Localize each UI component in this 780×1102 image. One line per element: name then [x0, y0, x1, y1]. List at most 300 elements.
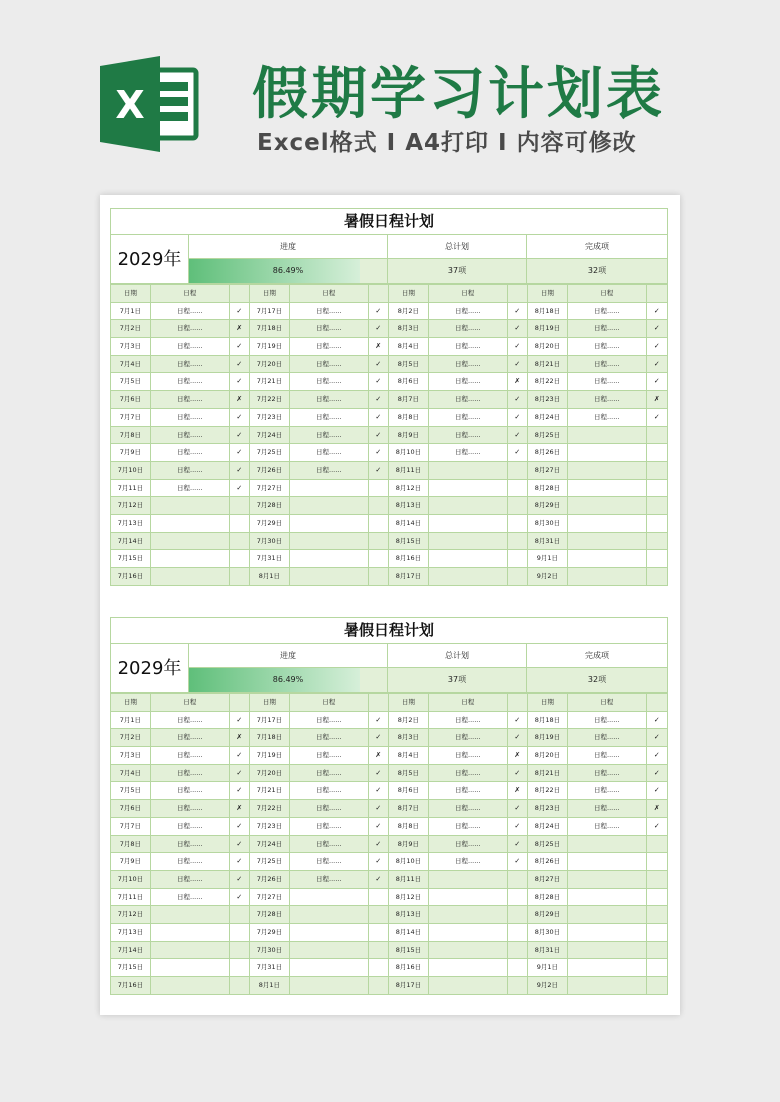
task-cell[interactable]: [568, 905, 647, 923]
status-mark-cell[interactable]: [647, 532, 667, 550]
task-cell[interactable]: 日程......: [290, 372, 369, 390]
status-mark-cell[interactable]: ✓: [369, 781, 389, 799]
status-mark-cell[interactable]: ✓: [369, 711, 389, 729]
status-mark-cell[interactable]: [647, 852, 667, 870]
date-cell[interactable]: 8月19日: [528, 319, 568, 337]
date-cell[interactable]: 7月24日: [250, 426, 290, 444]
date-cell[interactable]: 7月18日: [250, 319, 290, 337]
date-cell[interactable]: 8月3日: [389, 319, 429, 337]
task-cell[interactable]: 日程......: [290, 711, 369, 729]
status-mark-cell[interactable]: ✓: [647, 711, 667, 729]
status-mark-cell[interactable]: ✓: [230, 408, 250, 426]
task-cell[interactable]: [429, 958, 508, 976]
date-cell[interactable]: 8月16日: [389, 958, 429, 976]
date-cell[interactable]: 8月14日: [389, 923, 429, 941]
date-cell[interactable]: 7月20日: [250, 764, 290, 782]
status-mark-cell[interactable]: [508, 941, 528, 959]
date-cell[interactable]: 9月1日: [528, 958, 568, 976]
task-cell[interactable]: [568, 941, 647, 959]
task-cell[interactable]: 日程......: [290, 728, 369, 746]
status-mark-cell[interactable]: [647, 870, 667, 888]
status-mark-cell[interactable]: [369, 905, 389, 923]
date-cell[interactable]: 8月20日: [528, 746, 568, 764]
date-cell[interactable]: 9月2日: [528, 567, 568, 585]
task-cell[interactable]: 日程......: [429, 781, 508, 799]
date-cell[interactable]: 8月11日: [389, 461, 429, 479]
date-cell[interactable]: 7月12日: [111, 905, 151, 923]
year-cell[interactable]: 2029年: [111, 235, 189, 283]
task-cell[interactable]: 日程......: [151, 764, 230, 782]
date-cell[interactable]: 8月10日: [389, 443, 429, 461]
date-cell[interactable]: 7月29日: [250, 923, 290, 941]
task-cell[interactable]: [429, 567, 508, 585]
status-mark-cell[interactable]: [647, 443, 667, 461]
status-mark-cell[interactable]: [647, 976, 667, 994]
task-cell[interactable]: 日程......: [151, 781, 230, 799]
date-cell[interactable]: 7月10日: [111, 870, 151, 888]
date-cell[interactable]: 8月23日: [528, 390, 568, 408]
date-cell[interactable]: 7月28日: [250, 905, 290, 923]
task-cell[interactable]: 日程......: [429, 799, 508, 817]
status-mark-cell[interactable]: ✗: [230, 319, 250, 337]
date-cell[interactable]: 8月2日: [389, 302, 429, 320]
status-mark-cell[interactable]: ✗: [230, 728, 250, 746]
task-cell[interactable]: 日程......: [151, 443, 230, 461]
date-cell[interactable]: 7月30日: [250, 532, 290, 550]
status-mark-cell[interactable]: ✓: [508, 337, 528, 355]
status-mark-cell[interactable]: ✓: [508, 443, 528, 461]
task-cell[interactable]: [429, 870, 508, 888]
task-cell[interactable]: 日程......: [151, 870, 230, 888]
date-cell[interactable]: 7月30日: [250, 941, 290, 959]
done-value[interactable]: 32项: [527, 668, 667, 692]
date-cell[interactable]: 7月9日: [111, 852, 151, 870]
task-cell[interactable]: 日程......: [151, 711, 230, 729]
status-mark-cell[interactable]: ✓: [647, 817, 667, 835]
task-cell[interactable]: [290, 479, 369, 497]
task-cell[interactable]: 日程......: [568, 817, 647, 835]
date-cell[interactable]: 7月29日: [250, 514, 290, 532]
status-mark-cell[interactable]: [369, 941, 389, 959]
status-mark-cell[interactable]: ✓: [230, 355, 250, 373]
date-cell[interactable]: 7月16日: [111, 567, 151, 585]
date-cell[interactable]: 7月20日: [250, 355, 290, 373]
task-cell[interactable]: 日程......: [568, 408, 647, 426]
date-cell[interactable]: 8月30日: [528, 514, 568, 532]
task-cell[interactable]: 日程......: [429, 746, 508, 764]
status-mark-cell[interactable]: ✗: [508, 746, 528, 764]
date-cell[interactable]: 7月7日: [111, 817, 151, 835]
status-mark-cell[interactable]: ✓: [647, 302, 667, 320]
date-cell[interactable]: 7月9日: [111, 443, 151, 461]
date-cell[interactable]: 7月11日: [111, 888, 151, 906]
date-cell[interactable]: 7月11日: [111, 479, 151, 497]
status-mark-cell[interactable]: [230, 905, 250, 923]
date-cell[interactable]: 8月6日: [389, 781, 429, 799]
date-cell[interactable]: 7月27日: [250, 479, 290, 497]
status-mark-cell[interactable]: [647, 958, 667, 976]
task-cell[interactable]: 日程......: [429, 728, 508, 746]
status-mark-cell[interactable]: ✗: [230, 799, 250, 817]
status-mark-cell[interactable]: ✓: [508, 408, 528, 426]
status-mark-cell[interactable]: ✓: [369, 461, 389, 479]
date-cell[interactable]: 8月28日: [528, 888, 568, 906]
task-cell[interactable]: [151, 923, 230, 941]
status-mark-cell[interactable]: [369, 549, 389, 567]
total-value[interactable]: 37项: [388, 668, 526, 692]
date-cell[interactable]: 7月5日: [111, 372, 151, 390]
status-mark-cell[interactable]: [647, 923, 667, 941]
total-value[interactable]: 37项: [388, 259, 526, 283]
date-cell[interactable]: 8月16日: [389, 549, 429, 567]
status-mark-cell[interactable]: [647, 835, 667, 853]
date-cell[interactable]: 8月13日: [389, 496, 429, 514]
task-cell[interactable]: 日程......: [290, 852, 369, 870]
date-cell[interactable]: 8月21日: [528, 764, 568, 782]
date-cell[interactable]: 7月25日: [250, 443, 290, 461]
task-cell[interactable]: [568, 870, 647, 888]
status-mark-cell[interactable]: [369, 496, 389, 514]
task-cell[interactable]: 日程......: [568, 337, 647, 355]
status-mark-cell[interactable]: [230, 514, 250, 532]
status-mark-cell[interactable]: [508, 514, 528, 532]
date-cell[interactable]: 8月8日: [389, 817, 429, 835]
status-mark-cell[interactable]: [230, 532, 250, 550]
task-cell[interactable]: [290, 888, 369, 906]
task-cell[interactable]: [568, 479, 647, 497]
status-mark-cell[interactable]: ✓: [508, 390, 528, 408]
status-mark-cell[interactable]: [369, 514, 389, 532]
status-mark-cell[interactable]: ✓: [230, 337, 250, 355]
status-mark-cell[interactable]: [508, 496, 528, 514]
task-cell[interactable]: 日程......: [568, 355, 647, 373]
task-cell[interactable]: 日程......: [429, 852, 508, 870]
status-mark-cell[interactable]: ✓: [508, 355, 528, 373]
date-cell[interactable]: 8月28日: [528, 479, 568, 497]
task-cell[interactable]: 日程......: [151, 835, 230, 853]
status-mark-cell[interactable]: ✓: [230, 781, 250, 799]
status-mark-cell[interactable]: [508, 532, 528, 550]
date-cell[interactable]: 7月17日: [250, 302, 290, 320]
status-mark-cell[interactable]: [369, 923, 389, 941]
task-cell[interactable]: [568, 443, 647, 461]
task-cell[interactable]: 日程......: [151, 302, 230, 320]
status-mark-cell[interactable]: [647, 426, 667, 444]
task-cell[interactable]: [151, 567, 230, 585]
date-cell[interactable]: 8月17日: [389, 976, 429, 994]
task-cell[interactable]: 日程......: [151, 372, 230, 390]
status-mark-cell[interactable]: ✓: [230, 479, 250, 497]
task-cell[interactable]: 日程......: [290, 781, 369, 799]
date-cell[interactable]: 8月9日: [389, 426, 429, 444]
status-mark-cell[interactable]: ✗: [508, 781, 528, 799]
task-cell[interactable]: [568, 958, 647, 976]
date-cell[interactable]: 7月13日: [111, 923, 151, 941]
status-mark-cell[interactable]: ✓: [230, 764, 250, 782]
date-cell[interactable]: 8月27日: [528, 870, 568, 888]
task-cell[interactable]: [568, 835, 647, 853]
date-cell[interactable]: 8月5日: [389, 764, 429, 782]
task-cell[interactable]: 日程......: [151, 728, 230, 746]
task-cell[interactable]: [568, 852, 647, 870]
task-cell[interactable]: 日程......: [568, 764, 647, 782]
status-mark-cell[interactable]: [508, 567, 528, 585]
status-mark-cell[interactable]: ✓: [369, 443, 389, 461]
status-mark-cell[interactable]: ✓: [369, 852, 389, 870]
date-cell[interactable]: 8月3日: [389, 728, 429, 746]
status-mark-cell[interactable]: [508, 479, 528, 497]
date-cell[interactable]: 8月13日: [389, 905, 429, 923]
date-cell[interactable]: 8月20日: [528, 337, 568, 355]
date-cell[interactable]: 7月4日: [111, 764, 151, 782]
task-cell[interactable]: 日程......: [151, 390, 230, 408]
status-mark-cell[interactable]: [230, 923, 250, 941]
date-cell[interactable]: 7月4日: [111, 355, 151, 373]
date-cell[interactable]: 7月26日: [250, 461, 290, 479]
task-cell[interactable]: [429, 496, 508, 514]
status-mark-cell[interactable]: ✓: [508, 799, 528, 817]
task-cell[interactable]: [290, 905, 369, 923]
date-cell[interactable]: 8月26日: [528, 852, 568, 870]
date-cell[interactable]: 8月18日: [528, 302, 568, 320]
date-cell[interactable]: 8月21日: [528, 355, 568, 373]
task-cell[interactable]: 日程......: [290, 319, 369, 337]
date-cell[interactable]: 7月25日: [250, 852, 290, 870]
date-cell[interactable]: 7月28日: [250, 496, 290, 514]
date-cell[interactable]: 7月12日: [111, 496, 151, 514]
status-mark-cell[interactable]: ✓: [508, 302, 528, 320]
task-cell[interactable]: 日程......: [151, 426, 230, 444]
task-cell[interactable]: 日程......: [290, 337, 369, 355]
task-cell[interactable]: 日程......: [429, 372, 508, 390]
status-mark-cell[interactable]: ✓: [369, 319, 389, 337]
task-cell[interactable]: [568, 461, 647, 479]
date-cell[interactable]: 7月21日: [250, 781, 290, 799]
status-mark-cell[interactable]: [508, 549, 528, 567]
task-cell[interactable]: [568, 496, 647, 514]
task-cell[interactable]: 日程......: [429, 835, 508, 853]
task-cell[interactable]: 日程......: [429, 764, 508, 782]
date-cell[interactable]: 7月15日: [111, 549, 151, 567]
date-cell[interactable]: 7月7日: [111, 408, 151, 426]
status-mark-cell[interactable]: [369, 567, 389, 585]
date-cell[interactable]: 8月27日: [528, 461, 568, 479]
status-mark-cell[interactable]: [647, 888, 667, 906]
task-cell[interactable]: 日程......: [429, 711, 508, 729]
status-mark-cell[interactable]: ✓: [369, 302, 389, 320]
date-cell[interactable]: 8月7日: [389, 799, 429, 817]
date-cell[interactable]: 8月15日: [389, 532, 429, 550]
status-mark-cell[interactable]: [508, 905, 528, 923]
date-cell[interactable]: 8月5日: [389, 355, 429, 373]
status-mark-cell[interactable]: ✓: [647, 408, 667, 426]
status-mark-cell[interactable]: ✓: [230, 817, 250, 835]
task-cell[interactable]: 日程......: [429, 319, 508, 337]
status-mark-cell[interactable]: [369, 479, 389, 497]
task-cell[interactable]: 日程......: [290, 426, 369, 444]
task-cell[interactable]: [568, 514, 647, 532]
status-mark-cell[interactable]: [230, 567, 250, 585]
task-cell[interactable]: [429, 923, 508, 941]
date-cell[interactable]: 8月4日: [389, 746, 429, 764]
status-mark-cell[interactable]: [369, 958, 389, 976]
status-mark-cell[interactable]: [369, 888, 389, 906]
status-mark-cell[interactable]: [647, 496, 667, 514]
date-cell[interactable]: 8月30日: [528, 923, 568, 941]
status-mark-cell[interactable]: [647, 461, 667, 479]
date-cell[interactable]: 7月21日: [250, 372, 290, 390]
status-mark-cell[interactable]: ✓: [230, 711, 250, 729]
date-cell[interactable]: 7月23日: [250, 408, 290, 426]
task-cell[interactable]: 日程......: [290, 817, 369, 835]
task-cell[interactable]: [429, 888, 508, 906]
task-cell[interactable]: 日程......: [568, 390, 647, 408]
status-mark-cell[interactable]: [647, 567, 667, 585]
status-mark-cell[interactable]: ✓: [369, 870, 389, 888]
task-cell[interactable]: 日程......: [151, 479, 230, 497]
task-cell[interactable]: 日程......: [290, 764, 369, 782]
task-cell[interactable]: [290, 514, 369, 532]
date-cell[interactable]: 8月29日: [528, 496, 568, 514]
status-mark-cell[interactable]: ✓: [230, 372, 250, 390]
status-mark-cell[interactable]: [647, 941, 667, 959]
task-cell[interactable]: 日程......: [429, 302, 508, 320]
status-mark-cell[interactable]: ✓: [508, 728, 528, 746]
date-cell[interactable]: 7月1日: [111, 302, 151, 320]
status-mark-cell[interactable]: [508, 958, 528, 976]
date-cell[interactable]: 8月12日: [389, 888, 429, 906]
status-mark-cell[interactable]: ✓: [508, 817, 528, 835]
task-cell[interactable]: [151, 905, 230, 923]
date-cell[interactable]: 7月24日: [250, 835, 290, 853]
task-cell[interactable]: 日程......: [568, 728, 647, 746]
status-mark-cell[interactable]: ✓: [647, 746, 667, 764]
task-cell[interactable]: [151, 958, 230, 976]
date-cell[interactable]: 8月24日: [528, 408, 568, 426]
task-cell[interactable]: 日程......: [429, 408, 508, 426]
task-cell[interactable]: 日程......: [568, 746, 647, 764]
date-cell[interactable]: 7月3日: [111, 337, 151, 355]
status-mark-cell[interactable]: [508, 888, 528, 906]
date-cell[interactable]: 8月25日: [528, 426, 568, 444]
date-cell[interactable]: 7月17日: [250, 711, 290, 729]
task-cell[interactable]: 日程......: [568, 799, 647, 817]
task-cell[interactable]: [151, 496, 230, 514]
status-mark-cell[interactable]: [647, 549, 667, 567]
task-cell[interactable]: [290, 941, 369, 959]
date-cell[interactable]: 8月9日: [389, 835, 429, 853]
task-cell[interactable]: [151, 514, 230, 532]
task-cell[interactable]: [290, 976, 369, 994]
task-cell[interactable]: [568, 426, 647, 444]
status-mark-cell[interactable]: [508, 870, 528, 888]
status-mark-cell[interactable]: [230, 941, 250, 959]
status-mark-cell[interactable]: [369, 976, 389, 994]
status-mark-cell[interactable]: ✓: [369, 390, 389, 408]
task-cell[interactable]: [151, 532, 230, 550]
date-cell[interactable]: 8月31日: [528, 532, 568, 550]
task-cell[interactable]: [290, 549, 369, 567]
date-cell[interactable]: 7月22日: [250, 390, 290, 408]
status-mark-cell[interactable]: ✓: [647, 337, 667, 355]
task-cell[interactable]: [568, 976, 647, 994]
task-cell[interactable]: 日程......: [151, 408, 230, 426]
task-cell[interactable]: 日程......: [290, 355, 369, 373]
task-cell[interactable]: 日程......: [290, 870, 369, 888]
date-cell[interactable]: 7月31日: [250, 958, 290, 976]
task-cell[interactable]: 日程......: [290, 461, 369, 479]
status-mark-cell[interactable]: ✗: [508, 372, 528, 390]
date-cell[interactable]: 7月14日: [111, 532, 151, 550]
date-cell[interactable]: 8月1日: [250, 567, 290, 585]
date-cell[interactable]: 7月16日: [111, 976, 151, 994]
status-mark-cell[interactable]: ✗: [369, 746, 389, 764]
task-cell[interactable]: 日程......: [429, 337, 508, 355]
task-cell[interactable]: [429, 532, 508, 550]
task-cell[interactable]: 日程......: [290, 302, 369, 320]
date-cell[interactable]: 7月27日: [250, 888, 290, 906]
date-cell[interactable]: 7月14日: [111, 941, 151, 959]
date-cell[interactable]: 7月23日: [250, 817, 290, 835]
task-cell[interactable]: [290, 496, 369, 514]
status-mark-cell[interactable]: ✓: [369, 835, 389, 853]
status-mark-cell[interactable]: [508, 923, 528, 941]
date-cell[interactable]: 7月31日: [250, 549, 290, 567]
status-mark-cell[interactable]: [508, 461, 528, 479]
date-cell[interactable]: 8月18日: [528, 711, 568, 729]
status-mark-cell[interactable]: [230, 976, 250, 994]
status-mark-cell[interactable]: ✓: [508, 711, 528, 729]
task-cell[interactable]: [568, 923, 647, 941]
status-mark-cell[interactable]: ✓: [230, 426, 250, 444]
date-cell[interactable]: 7月22日: [250, 799, 290, 817]
status-mark-cell[interactable]: [647, 479, 667, 497]
task-cell[interactable]: [290, 958, 369, 976]
date-cell[interactable]: 9月2日: [528, 976, 568, 994]
date-cell[interactable]: 7月6日: [111, 390, 151, 408]
date-cell[interactable]: 7月2日: [111, 728, 151, 746]
task-cell[interactable]: [429, 976, 508, 994]
task-cell[interactable]: 日程......: [568, 319, 647, 337]
date-cell[interactable]: 8月29日: [528, 905, 568, 923]
task-cell[interactable]: 日程......: [151, 337, 230, 355]
status-mark-cell[interactable]: ✗: [647, 390, 667, 408]
status-mark-cell[interactable]: [508, 976, 528, 994]
task-cell[interactable]: 日程......: [151, 319, 230, 337]
task-cell[interactable]: 日程......: [290, 443, 369, 461]
date-cell[interactable]: 8月22日: [528, 372, 568, 390]
date-cell[interactable]: 8月24日: [528, 817, 568, 835]
date-cell[interactable]: 7月8日: [111, 835, 151, 853]
date-cell[interactable]: 8月22日: [528, 781, 568, 799]
done-value[interactable]: 32项: [527, 259, 667, 283]
status-mark-cell[interactable]: ✓: [369, 817, 389, 835]
date-cell[interactable]: 8月7日: [389, 390, 429, 408]
status-mark-cell[interactable]: ✓: [647, 372, 667, 390]
task-cell[interactable]: 日程......: [568, 711, 647, 729]
task-cell[interactable]: [151, 976, 230, 994]
status-mark-cell[interactable]: ✗: [369, 337, 389, 355]
date-cell[interactable]: 7月10日: [111, 461, 151, 479]
task-cell[interactable]: 日程......: [568, 781, 647, 799]
task-cell[interactable]: [429, 461, 508, 479]
task-cell[interactable]: 日程......: [429, 443, 508, 461]
date-cell[interactable]: 8月12日: [389, 479, 429, 497]
task-cell[interactable]: 日程......: [568, 302, 647, 320]
task-cell[interactable]: 日程......: [151, 746, 230, 764]
date-cell[interactable]: 7月2日: [111, 319, 151, 337]
year-cell[interactable]: 2029年: [111, 644, 189, 692]
